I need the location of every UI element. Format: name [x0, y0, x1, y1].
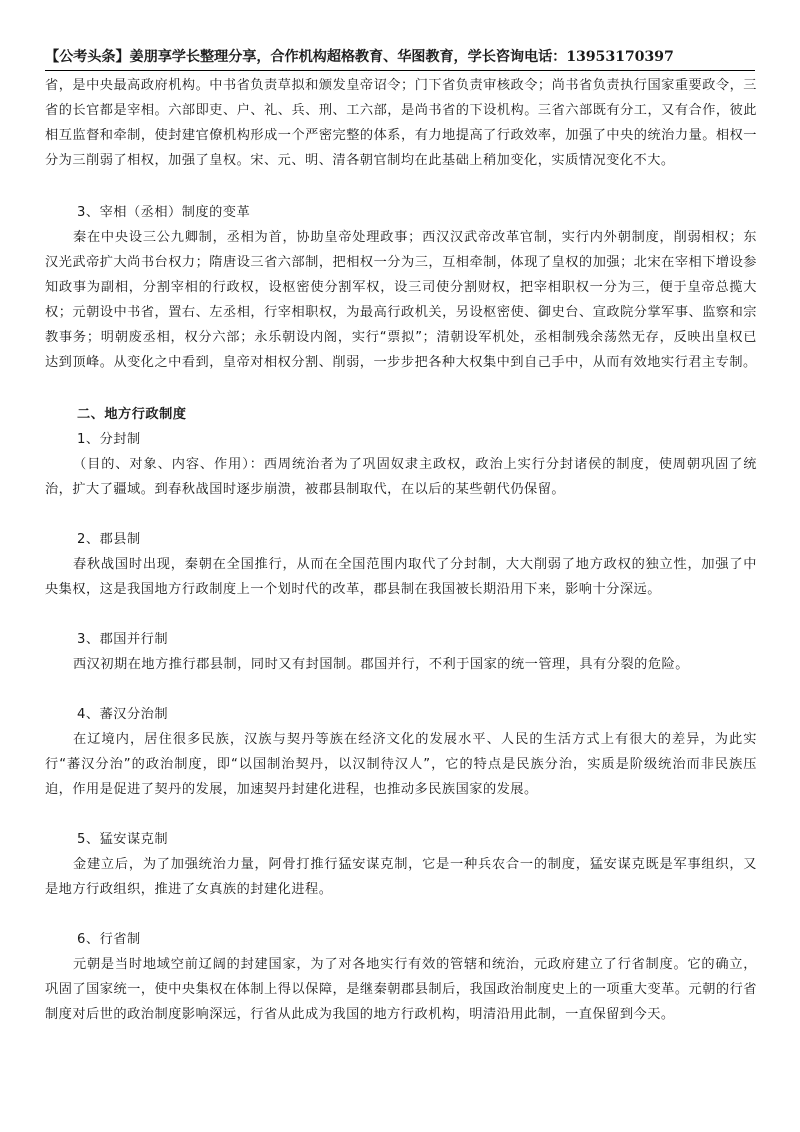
spacer: [45, 802, 757, 827]
section-heading-mengan: 5、猛安谋克制: [77, 832, 169, 847]
section-body-fengjian: （目的、对象、内容、作用）：西周统治者为了巩固奴隶主政权，政治上实行分封诸侯的制度，使周朝巩固了统治，扩大了疆域。到春秋战国时逐步崩溃，被郡县制取代，在以后的某些朝代仍保留。: [45, 457, 757, 497]
section-heading-xingsheng: 6、行省制: [77, 932, 141, 947]
section-body-fanhan: 在辽境内，居住很多民族，汉族与契丹等族在经济文化的发展水平、人民的生活方式上有很大的差异，为此实行“蕃汉分治”的政治制度，即“以国制治契丹，以汉制待汉人”，它的特点是民族分治，实质是阶级统治而非民族压迫，作用是促进了契丹的发展，加速契丹封建化进程，也推动多民族国家的发展。: [45, 732, 757, 797]
spacer: [45, 173, 757, 200]
section-body-prime-minister: 秦在中央设三公九卿制，丞相为首，协助皇帝处理政事；西汉汉武帝改革官制，实行内外朝制度，削弱相权；东汉光武帝扩大尚书台权力；隋唐设三省六部制，把相权一分为三，互相牵制，体现了皇权的加强；北宋在宰相下增设参知政事为副相，分割宰相的行政权，设枢密使分割军权，设三司使分割财权，把宰相职权一分为三，便于皇帝总揽大权；元朝设中书省，置右、左丞相，行宰相职权，为最高行政机关，另设枢密使、御史台、宣政院分掌军事、监察和宗教事务；明朝废丞相，权分六部；永乐朝设内阁，实行“票拟”；清朝设军机处，丞相制残余荡然无存，反映出皇权已达到顶峰。从变化之中看到，皇帝对相权分割、削弱，一步步把各种大权集中到自己手中，从而有效地实行君主专制。: [45, 230, 757, 370]
spacer: [45, 902, 757, 927]
spacer: [45, 677, 757, 702]
spacer: [45, 375, 757, 402]
section-body-junguo: 西汉初期在地方推行郡县制，同时又有封国制。郡国并行，不利于国家的统一管理，具有分裂的危险。: [73, 657, 689, 672]
document-body: [45, 73, 757, 1027]
spacer: [45, 502, 757, 527]
intro-paragraph: 省，是中央最高政府机构。中书省负责草拟和颁发皇帝诏令；门下省负责审核政令；尚书省负责执行国家重要政令，三省的长官都是宰相。六部即吏、户、礼、兵、刑、工六部，是尚书省的下设机构。三省六部既有分工，又有合作，彼此相互监督和牵制，使封建官僚机构形成一个严密完整的体系，有力地提高了行政效率，加强了中央的统治力量。相权一分为三削弱了相权，加强了皇权。宋、元、明、清各朝官制均在此基础上稍加变化，实质情况变化不大。: [45, 78, 757, 168]
section-heading-junxian: 2、郡县制: [77, 532, 141, 547]
page-header: 【公考头条】姜朋享学长整理分享，合作机构超格教育、华图教育，学长咨询电话：13953170397: [45, 49, 674, 65]
part-heading-local-admin: 二、地方行政制度: [77, 407, 187, 422]
section-body-junxian: 春秋战国时出现，秦朝在全国推行，从而在全国范围内取代了分封制，大大削弱了地方政权的独立性，加强了中央集权，这是我国地方行政制度上一个划时代的改革，郡县制在我国被长期沿用下来，影响十分深远。: [45, 557, 757, 597]
section-body-xingsheng: 元朝是当时地域空前辽阔的封建国家，为了对各地实行有效的管辖和统治，元政府建立了行省制度。它的确立，巩固了国家统一，使中央集权在体制上得以保障，是继秦朝郡县制后，我国政治制度史上的一项重大变革。元朝的行省制度对后世的政治制度影响深远，行省从此成为我国的地方行政机构，明清沿用此制，一直保留到今天。: [45, 957, 757, 1022]
section-heading-junguo: 3、郡国并行制: [77, 632, 169, 647]
section-heading-prime-minister: 3、宰相（丞相）制度的变革: [77, 205, 251, 220]
section-body-mengan: 金建立后，为了加强统治力量，阿骨打推行猛安谋克制，它是一种兵农合一的制度，猛安谋克既是军事组织，又是地方行政组织，推进了女真族的封建化进程。: [45, 857, 757, 897]
header-divider: [45, 70, 755, 71]
section-heading-fengjian: 1、分封制: [77, 432, 141, 447]
spacer: [45, 602, 757, 627]
section-heading-fanhan: 4、蕃汉分治制: [77, 707, 169, 722]
